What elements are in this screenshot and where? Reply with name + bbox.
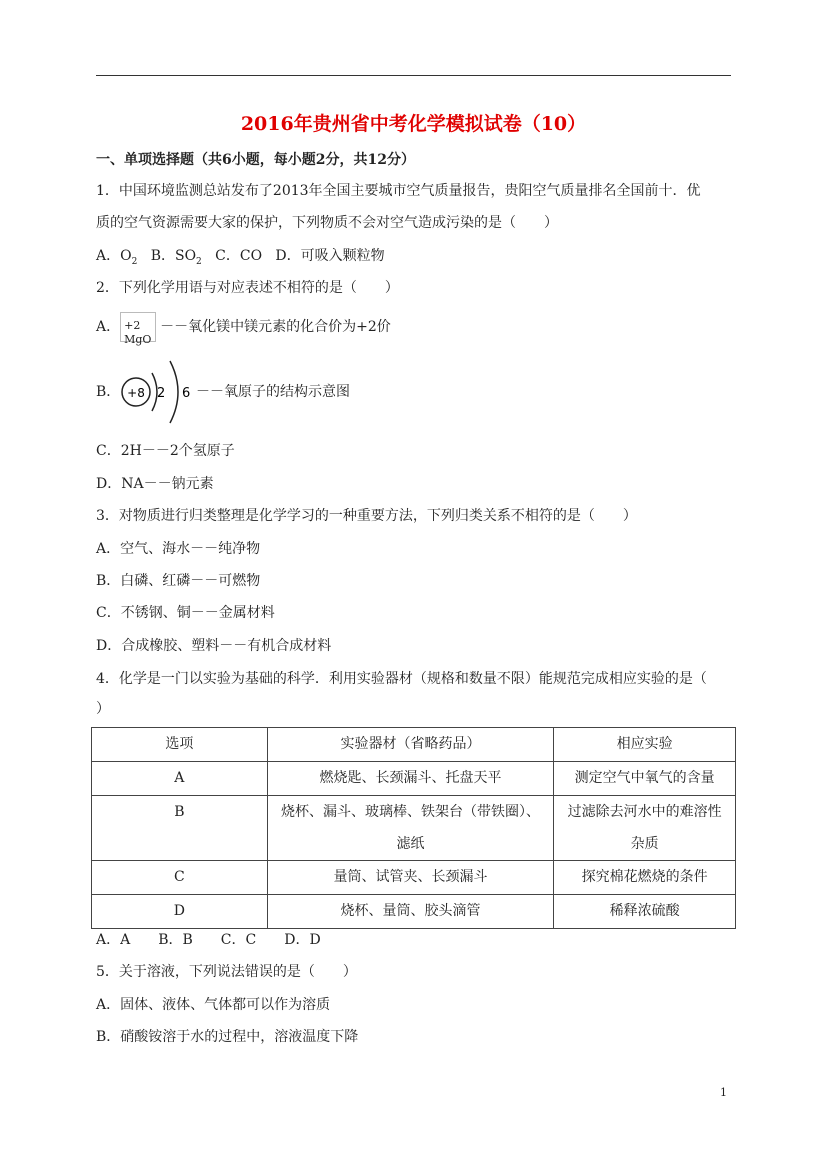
- experiment-table: [91, 727, 736, 929]
- q5-stem: 5．关于溶液，下列说法错误的是（ ）: [96, 964, 357, 980]
- table-header-cell: 实验器材（省略药品）: [267, 728, 554, 762]
- table-cell: [267, 796, 554, 861]
- table-cell: 探究棉花燃烧的条件: [554, 861, 736, 895]
- q5-option-b: B．硝酸铵溶于水的过程中，溶液温度下降: [96, 1029, 359, 1045]
- q3-option-d: D．合成橡胶、塑料－－有机合成材料: [96, 638, 332, 654]
- table-cell: 烧杯、量筒、胶头滴管: [267, 895, 554, 929]
- table-cell-line: 过滤除去河水中的难溶性: [567, 804, 722, 820]
- valence-formula-image: +2 MgO: [120, 312, 156, 342]
- page-number: 1: [720, 1086, 727, 1099]
- section-heading: 一、单项选择题（共6小题，每小题2分，共12分）: [96, 152, 415, 168]
- table-cell: 量筒、试管夹、长颈漏斗: [267, 861, 554, 895]
- q1-stem-line2: 质的空气资源需要大家的保护，下列物质不会对空气造成污染的是（ ）: [96, 215, 558, 231]
- q4-stem-line1: 4．化学是一门以实验为基础的科学．利用实验器材（规格和数量不限）能规范完成相应实验的是（: [96, 671, 707, 687]
- atom-nucleus: +8: [127, 386, 145, 400]
- table-row: [92, 762, 736, 796]
- q1-options: [96, 246, 385, 272]
- q5-option-a: A．固体、液体、气体都可以作为溶质: [96, 997, 331, 1013]
- table-cell: D: [92, 895, 268, 929]
- table-header-cell: 选项: [92, 728, 268, 762]
- q2-option-b-label: B．: [96, 384, 121, 400]
- table-header-row: [92, 728, 736, 762]
- table-row: [92, 861, 736, 895]
- oxygen-atom-diagram: [116, 357, 192, 427]
- table-cell: 测定空气中氧气的含量: [554, 762, 736, 796]
- table-cell: 稀释浓硫酸: [554, 895, 736, 929]
- q1-option-c: C．CO: [215, 248, 263, 264]
- table-cell: A: [92, 762, 268, 796]
- q3-stem: 3．对物质进行归类整理是化学学习的一种重要方法，下列归类关系不相符的是（ ）: [96, 508, 637, 524]
- table-cell: C: [92, 861, 268, 895]
- q4-options: A．A B．B C．C D．D: [96, 932, 321, 948]
- table-cell-line: 杂质: [630, 836, 659, 852]
- table-cell: [554, 796, 736, 861]
- table-row: [92, 895, 736, 929]
- table-cell: 燃烧匙、长颈漏斗、托盘天平: [267, 762, 554, 796]
- q1-stem-line1: 1．中国环境监测总站发布了2013年全国主要城市空气质量报告，贵阳空气质量排名全国前十．优: [96, 183, 701, 199]
- page-title: 2016年贵州省中考化学模拟试卷（10）: [240, 113, 587, 135]
- q1-option-a: A．$O_2$: [96, 248, 138, 267]
- q2-option-a: A． +2 MgO －－氧化镁中镁元素的化合价为+2价: [96, 312, 391, 342]
- q3-option-b: B．白磷、红磷－－可燃物: [96, 573, 261, 589]
- table-cell-line: 滤纸: [396, 836, 425, 852]
- atom-shell-2: 6: [182, 386, 191, 401]
- q2-option-d: D．NA－－钠元素: [96, 476, 214, 492]
- table-header-cell: 相应实验: [554, 728, 736, 762]
- q2-option-b-text: －－氧原子的结构示意图: [196, 384, 350, 400]
- table-row: [92, 796, 736, 861]
- q2-stem: 2．下列化学用语与对应表述不相符的是（ ）: [96, 280, 399, 296]
- q4-stem-line2: ）: [96, 701, 110, 717]
- q3-option-a: A．空气、海水－－纯净物: [96, 541, 261, 557]
- q1-option-d: D．可吸入颗粒物: [275, 248, 385, 264]
- q1-option-b: B．$SO_2$: [150, 248, 202, 267]
- table-cell: B: [92, 796, 268, 861]
- atom-shell-1: 2: [157, 386, 166, 401]
- q3-option-c: C．不锈钢、铜－－金属材料: [96, 605, 275, 621]
- q2-option-c: C．2H－－2个氢原子: [96, 443, 235, 459]
- header-rule: [96, 75, 731, 76]
- table-cell-line: 烧杯、漏斗、玻璃棒、铁架台（带铁圈）、: [280, 804, 540, 820]
